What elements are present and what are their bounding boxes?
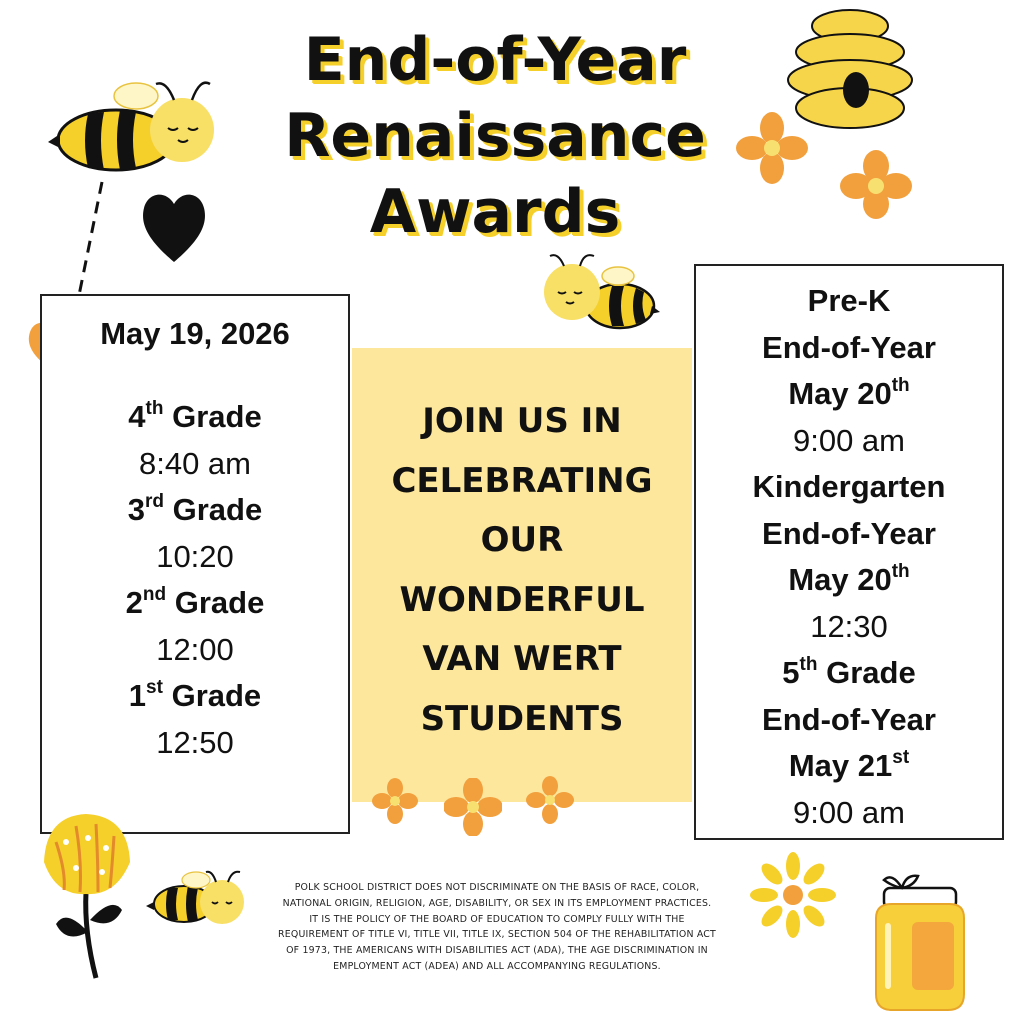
title-line-3: Awards	[369, 177, 621, 247]
right-event-1	[696, 278, 1002, 464]
right-event-3	[696, 650, 1002, 836]
flower-icon	[444, 778, 502, 836]
event-date: May 21st	[788, 747, 910, 783]
event-name: 5th Grade	[782, 654, 916, 690]
bee-icon	[540, 250, 660, 346]
grade-label: 1st Grade	[128, 677, 262, 713]
left-event-1	[42, 394, 348, 487]
grade-label: 3rd Grade	[127, 491, 263, 527]
flower-icon	[736, 112, 808, 184]
celebration-message	[352, 392, 692, 749]
left-schedule-box	[40, 294, 350, 834]
left-event-4	[42, 673, 348, 766]
nondiscrimination-notice: POLK SCHOOL DISTRICT DOES NOT DISCRIMINATE ON THE BASIS OF RACE, COLOR, NATIONAL ORIGIN, RELIGION, AGE, DISABILITY, OR SEX IN ITS EMPLOYMENT PRACTICES. IT IS THE POLICY OF THE BOARD OF EDUCATION TO COMPLY FULLY WITH THE REQUIREMENT OF TITLE VI, TITLE VII, TITLE IX, SECTION 504 OF THE REHABILITATION ACT OF 1973, THE AMERICANS WITH DISABILITIES ACT (ADA), THE AGE DISCRIMINATION IN EMPLOYMENT ACT (ADEA) AND ALL ACCOMPANYING REGULATIONS.	[278, 882, 716, 972]
event-time: 9:00 am	[792, 794, 905, 830]
bee-icon	[144, 868, 248, 932]
grade-label: 2nd Grade	[125, 584, 265, 620]
message-line: JOIN US IN	[422, 401, 622, 441]
message-line: STUDENTS	[420, 698, 624, 739]
event-date: May 19, 2026	[100, 316, 290, 351]
event-time: 8:40 am	[138, 445, 251, 481]
right-event-2	[696, 464, 1002, 650]
event-name: Pre-K	[807, 283, 891, 318]
flower-icon	[372, 778, 418, 824]
left-event-3	[42, 580, 348, 673]
heart-icon	[138, 184, 210, 264]
message-line: VAN WERT	[422, 639, 622, 679]
message-line: OUR	[480, 520, 564, 560]
event-date: May 20th	[788, 375, 910, 411]
title-line-2: Renaissance	[284, 101, 706, 171]
flower-icon	[838, 150, 914, 220]
event-subtitle: End-of-Year	[762, 329, 936, 365]
message-line: WONDERFUL	[399, 579, 645, 620]
page-title	[230, 22, 760, 250]
message-line: CELEBRATING	[391, 460, 653, 501]
flower-icon	[36, 812, 136, 982]
flower-icon	[526, 776, 574, 824]
daisy-icon	[750, 852, 836, 938]
title-line-1: End-of-Year	[303, 25, 687, 95]
right-schedule-box	[694, 264, 1004, 840]
event-time: 12:30	[810, 608, 888, 644]
grade-label: 4th Grade	[128, 398, 262, 434]
event-time: 10:20	[156, 538, 234, 574]
event-time: 12:00	[156, 631, 234, 667]
event-name: Kindergarten	[752, 469, 946, 504]
event-time: 12:50	[156, 724, 234, 760]
event-subtitle: End-of-Year	[762, 515, 936, 551]
honey-jar-icon	[862, 866, 972, 1016]
event-time: 9:00 am	[792, 422, 905, 458]
event-subtitle: End-of-Year	[762, 701, 936, 737]
event-date: May 20th	[788, 561, 910, 597]
left-event-2	[42, 487, 348, 580]
